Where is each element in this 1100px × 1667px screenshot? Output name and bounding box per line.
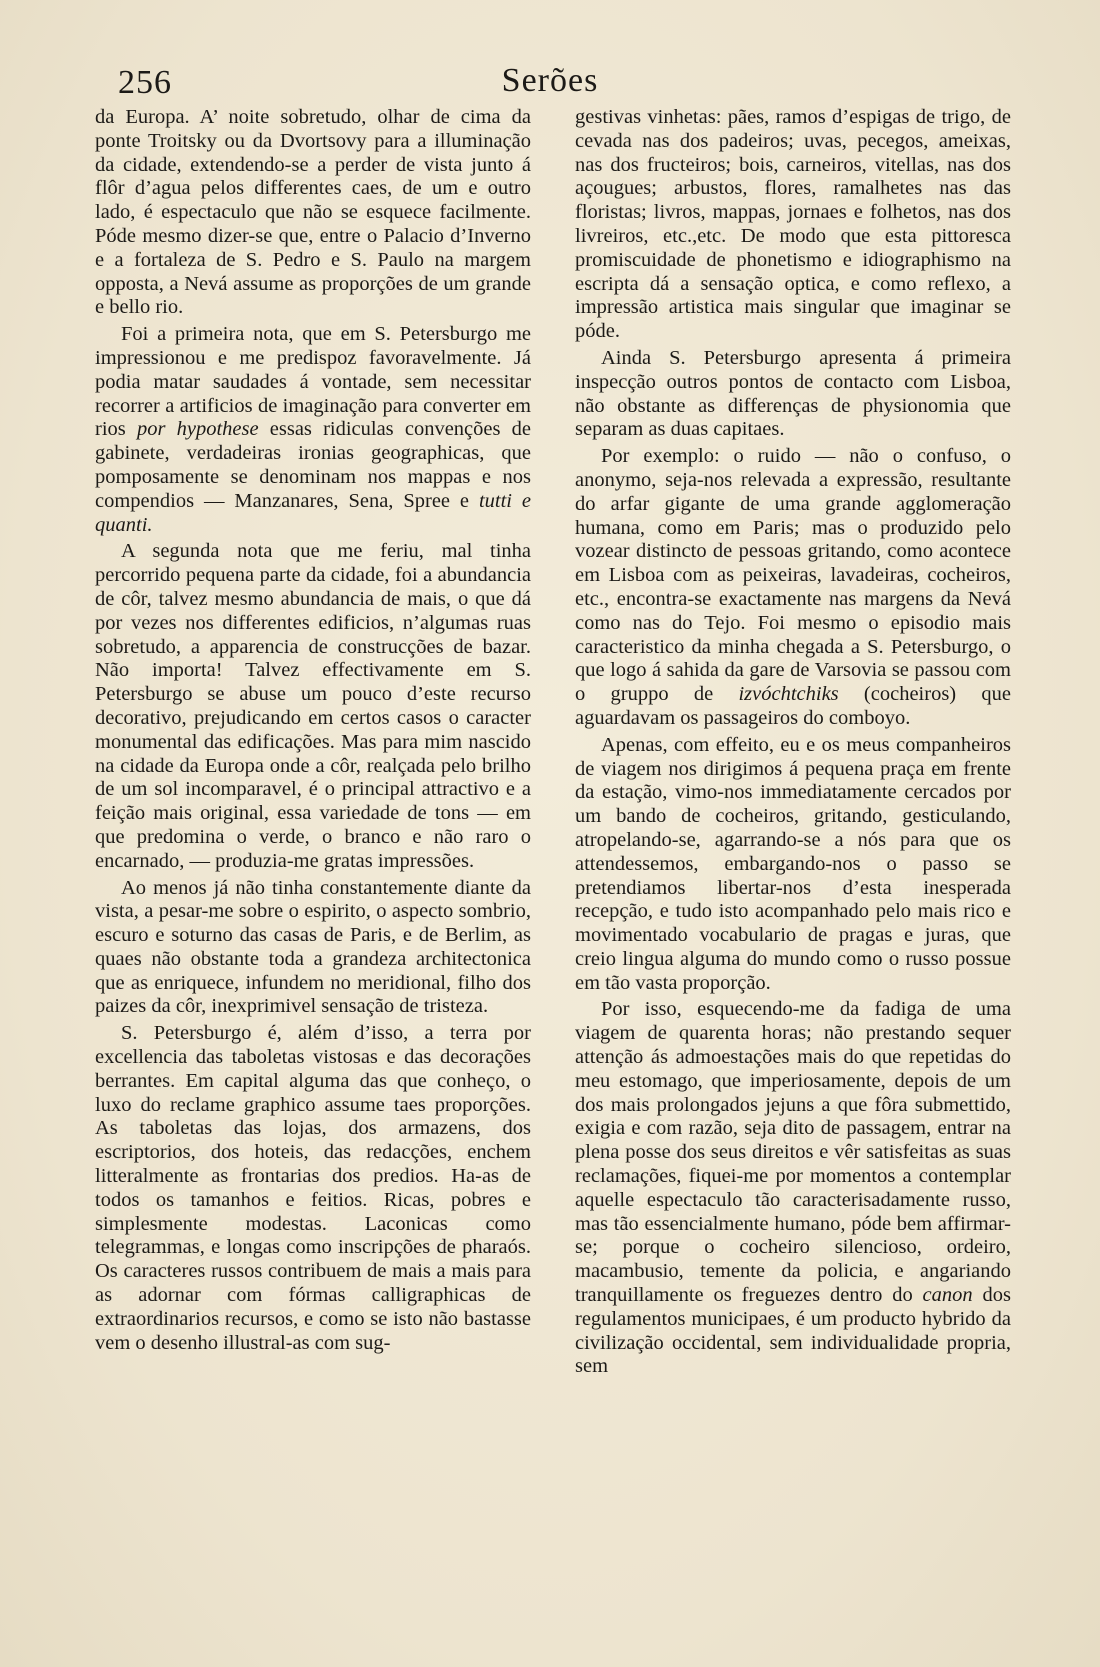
italic-text: izvóchtchiks [738, 683, 839, 706]
body-text: essas ridiculas convenções de gabinete, verdadeiras ironias geographicas, que pomposamente se denominam nos mappas e nos compendios — Manzanares, Sena, Spree e [95, 418, 531, 512]
running-title: Serões [501, 62, 599, 99]
paragraph [575, 445, 1011, 731]
paragraph [95, 323, 531, 537]
paragraph [575, 347, 1011, 442]
italic-text: por hypothese [136, 418, 259, 441]
body-text: (cocheiros) que aguardavam os passageiros do comboyo. [575, 683, 1011, 729]
left-text-column [95, 106, 531, 1358]
paragraph [575, 998, 1011, 1379]
italic-text: canon [922, 1284, 973, 1307]
paragraph [95, 106, 531, 320]
body-text: Por exemplo: o ruido — não o confuso, o anonymo, seja-nos relevada a expressão, resultante do arfar gigante de uma grande agglomeração humana, como em Paris; mas o produzido pelo vozear distincto de pessoas gritando, como acontece em Lisboa com as peixeiras, lavadeiras, cocheiros, etc., encontra-se exactamente nas margens da Nevá como nas do Tejo. Foi mesmo o episodio mais caracteristico da minha chegada a S. Petersburgo, o que logo á sahida da gare de Varsovia se passou com o gruppo de [575, 445, 1011, 706]
body-text: Foi a primeira nota, que em S. Petersburgo me impressionou e me predispoz favoravelmente. Já podia matar saudades á vontade, sem necessitar recorrer a artificios de imaginação para converter em rios [95, 323, 531, 441]
italic-text: tutti e quanti. [95, 489, 531, 536]
paragraph [95, 540, 531, 873]
paragraph [95, 1022, 531, 1355]
body-text: da Europa. A’ noite sobretudo, olhar de cima da ponte Troitsky ou da Dvortsovy para a illuminação da cidade, extendendo-se a perder de vista junto á flôr d’agua pelos differentes caes, de um e outro lado, é espectaculo que não se esquece facilmente. Póde mesmo dizer-se que, entre o Palacio d’Inverno e a fortaleza de S. Pedro e S. Paulo na margem opposta, a Nevá assume as proporções de um grande e bello rio. [95, 106, 531, 319]
body-text: dos regulamentos municipaes, é um producto hybrido da civilização occidental, sem individualidade propria, sem [575, 1284, 1011, 1378]
body-text: A segunda nota que me feriu, mal tinha percorrido pequena parte da cidade, foi a abundancia de côr, talvez mesmo abundancia de mais, o que dá por vezes nos differentes edificios, n’algumas ruas sobretudo, a apparencia de construcções de bazar. Não importa! Talvez effectivamente em S. Petersburgo se abuse um pouco d’este recurso decorativo, prejudicando em certos casos o caracter monumental das edificações. Mas para mim nascido na cidade da Europa onde a côr, realçada pelo brilho de um sol incomparavel, é o principal attractivo e a feição mais original, essa variedade de tons — em que predomina o verde, o branco e não raro o encarnado, — produzia-me gratas impressões. [95, 540, 531, 872]
paragraph [575, 734, 1011, 996]
body-text: Por isso, esquecendo-me da fadiga de uma viagem de quarenta horas; não prestando sequer attenção ás admoestações mais do que repetidas do meu estomago, que imperiosamente, depois de um dos mais prolongados jejuns a que fôra submettido, exigia e com razão, seja dito de passagem, entrar na plena posse dos seus direitos e vêr satisfeitas as suas reclamações, fiquei-me por momentos a contemplar aquelle espectaculo tão caracterisadamente russo, mas tão essencialmente humano, póde bem affirmar-se; porque o cocheiro silencioso, ordeiro, macambusio, temente da policia, e angariando tranquillamente os freguezes dentro do [575, 998, 1011, 1307]
body-text: S. Petersburgo é, além d’isso, a terra por excellencia das taboletas vistosas e das decorações berrantes. Em capital alguma das que conheço, o luxo do reclame graphico assume taes proporções. As taboletas das lojas, dos armazens, dos escriptorios, dos hoteis, das redacções, enchem litteralmente as frontarias dos predios. Ha-as de todos os tamanhos e feitios. Ricas, pobres e simplesmente modestas. Laconicas como telegrammas, e longas como inscripções de pharaós. Os caracteres russos contribuem de mais a mais para as adornar com fórmas calligraphicas de extraordinarios recursos, e como se isto não bastasse vem o desenho illustral-as com sug- [95, 1022, 531, 1354]
right-text-column [575, 106, 1011, 1382]
body-text: Apenas, com effeito, eu e os meus companheiros de viagem nos dirigimos á pequena praça em frente da estação, vimo-nos immediatamente cercados por um bando de cocheiros, gritando, gesticulando, atropelando-se, agarrando-se a nós para que os attendessemos, embargando-nos o passo se pretendiamos libertar-nos d’esta inesperada recepção, e tudo isto acompanhado pelo mais rico e movimentado vocabulario de pragas e juras, que creio lingua alguma do mundo como o russo possue em tão vasta proporção. [575, 733, 1011, 994]
body-text: Ao menos já não tinha constantemente diante da vista, a pesar-me sobre o espirito, o aspecto sombrio, escuro e soturno das casas de Paris, e de Berlim, as quaes não obstante toda a grandeza architectonica que as enriquece, infundem no meridional, filho dos paizes da côr, inexprimivel sensação de tristeza. [95, 876, 531, 1018]
body-text: Ainda S. Petersburgo apresenta á primeira inspecção outros pontos de contacto com Lisboa, não obstante as differenças de physionomia que separam as duas capitaes. [575, 346, 1011, 441]
paragraph [575, 106, 1011, 344]
page-number: 256 [118, 64, 172, 101]
paragraph [95, 877, 531, 1020]
body-text: gestivas vinhetas: pães, ramos d’espigas de trigo, de cevada nas dos padeiros; uvas, pecegos, ameixas, nas dos fructeiros; bois, carneiros, vitellas, nas dos açougues; arbustos, flores, ramalhetes nas das floristas; livros, mappas, jornaes e folhetos, nas dos livreiros, etc.,etc. De modo que esta pittoresca promiscuidade de phonetismo e idiographismo na escripta dá a sensação optica, e como reflexo, a impressão artistica mais singular que imaginar se póde. [575, 106, 1011, 343]
